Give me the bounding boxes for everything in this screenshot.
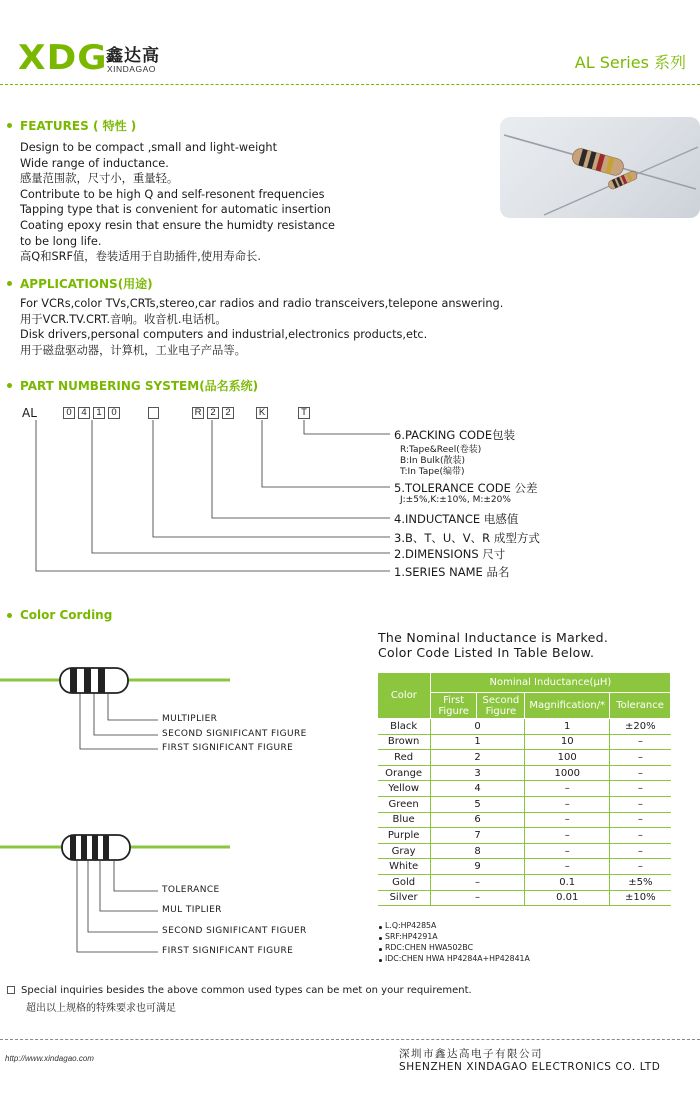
magnification-cell: 100 (525, 750, 610, 766)
table-header-nominal: Nominal Inductance(μH) (430, 673, 670, 693)
tolerance-cell: ±20% (610, 719, 671, 735)
special-inquiries-cn: 超出以上规格的特殊要求也可满足 (26, 1003, 176, 1014)
pn-sub-packing-r: R:Tape&Reel(卷装) (400, 445, 482, 455)
tolerance-cell: – (610, 859, 671, 875)
tolerance-cell: – (610, 828, 671, 844)
footer-divider (0, 1039, 700, 1040)
diagram1-label-multiplier: MULTIPLIER (162, 714, 218, 724)
magnification-cell: – (525, 781, 610, 797)
digit-cell: – (430, 890, 525, 906)
table-header-second-figure: Second Figure (477, 693, 525, 719)
pn-label-packing: 6.PACKING CODE包装 (394, 428, 516, 442)
color-cell: Orange (378, 765, 431, 781)
magnification-cell: 1 (525, 719, 610, 735)
tolerance-cell: – (610, 750, 671, 766)
color-cell: Brown (378, 734, 431, 750)
diagram2-label-multiplier: MUL TIPLIER (162, 905, 222, 915)
features-line: Contribute to be high Q and self-resonent frequencies (20, 187, 325, 201)
digit-cell: 3 (430, 765, 525, 781)
footer-website-link[interactable]: http://www.xindagao.com (5, 1054, 94, 1063)
pn-packing-box: T (298, 407, 310, 419)
tolerance-cell: – (610, 796, 671, 812)
features-line: Design to be compact ,small and light-weight (20, 141, 278, 154)
pn-label-dimensions: 2.DIMENSIONS 尺寸 (394, 547, 506, 561)
digit-cell: 2 (430, 750, 525, 766)
table-row (378, 765, 671, 781)
magnification-cell: – (525, 828, 610, 844)
table-row (378, 843, 671, 859)
pn-label-type: 3.B、T、U、V、R 成型方式 (394, 531, 540, 545)
table-header-tolerance: Tolerance (610, 693, 671, 719)
color-cell: Blue (378, 812, 431, 828)
applications-line: 用于磁盘驱动器，计算机，工业电子产品等。 (20, 343, 246, 357)
features-line: 高Q和SRF值，卷装适用于自助插件,使用寿命长. (20, 250, 261, 264)
special-inquiries-line: Special inquiries besides the above common used types can be met on your requirement. (21, 985, 472, 996)
pn-dimension-digit: 0 (63, 407, 75, 419)
logo-chinese-name: 鑫达高 (106, 46, 160, 66)
diagram2-label-first: FIRST SIGNIFICANT FIGURE (162, 946, 294, 956)
part-numbering-title: PART NUMBERING SYSTEM(品名系统) (20, 379, 259, 393)
magnification-cell: 0.1 (525, 874, 610, 890)
table-row (378, 719, 671, 735)
color-cell: Yellow (378, 781, 431, 797)
color-cording-title: Color Cording (20, 608, 113, 622)
color-band-diagrams (0, 650, 370, 970)
digit-cell: 6 (430, 812, 525, 828)
test-note: L.Q:HP4285A (385, 921, 437, 930)
logo-mark: XDG (18, 38, 108, 78)
digit-cell: 1 (430, 734, 525, 750)
pn-label-series: 1.SERIES NAME 品名 (394, 565, 510, 579)
color-cell: Green (378, 796, 431, 812)
features-title: FEATURES ( 特性 ) (20, 119, 137, 133)
tolerance-cell: – (610, 765, 671, 781)
pn-sub-tolerance: J:±5%,K:±10%, M:±20% (400, 495, 511, 505)
features-line: Coating epoxy resin that ensure the humidty resistance (20, 218, 336, 232)
pn-label-inductance: 4.INDUCTANCE 电感值 (394, 512, 519, 526)
pn-sub-packing-b: B:In Bulk(散装) (400, 456, 466, 466)
table-row (378, 859, 671, 875)
color-cell: Silver (378, 890, 431, 906)
digit-cell: 9 (430, 859, 525, 875)
tolerance-cell: – (610, 734, 671, 750)
table-row (378, 874, 671, 890)
special-inquiries-text (7, 985, 472, 996)
magnification-cell: – (525, 812, 610, 828)
digit-cell: 5 (430, 796, 525, 812)
magnification-cell: – (525, 859, 610, 875)
magnification-cell: 0.01 (525, 890, 610, 906)
tolerance-cell: – (610, 812, 671, 828)
table-row (378, 734, 671, 750)
test-note: SRF:HP4291A (385, 932, 438, 941)
pn-inductance-digit: 2 (207, 407, 219, 419)
tolerance-cell: – (610, 781, 671, 797)
pn-dimension-digit: 0 (108, 407, 120, 419)
diagram1-label-second: SECOND SIGNIFICANT FIGURE (162, 729, 307, 739)
pn-dimension-digit: 1 (93, 407, 105, 419)
pn-prefix: AL (22, 406, 37, 420)
digit-cell: – (430, 874, 525, 890)
pn-sub-packing-t: T:In Tape(编带) (400, 467, 465, 477)
color-cell: Purple (378, 828, 431, 844)
footer-company-en: SHENZHEN XINDAGAO ELECTRONICS CO. LTD (399, 1061, 661, 1073)
features-line: Wide range of inductance. (20, 156, 169, 170)
magnification-cell: – (525, 796, 610, 812)
pn-dimension-digit: 4 (78, 407, 90, 419)
magnification-cell: 1000 (525, 765, 610, 781)
color-cell: White (378, 859, 431, 875)
applications-title: APPLICATIONS(用途) (20, 277, 153, 291)
table-header-magnification: Magnification/* (525, 693, 610, 719)
applications-line: Disk drivers,personal computers and industrial,electronics products,etc. (20, 328, 428, 342)
nominal-heading-line: The Nominal Inductance is Marked. (378, 630, 609, 645)
table-row (378, 828, 671, 844)
magnification-cell: 10 (525, 734, 610, 750)
features-line: 感量范围款，尺寸小，重量轻。 (20, 172, 179, 186)
digit-cell: 7 (430, 828, 525, 844)
color-cell: Black (378, 719, 431, 735)
table-header-color: Color (378, 673, 431, 719)
color-cording-heading (7, 608, 112, 622)
table-row (378, 781, 671, 797)
diagram2-label-tolerance: TOLERANCE (162, 885, 220, 895)
digit-cell: 4 (430, 781, 525, 797)
pn-tolerance-box: K (256, 407, 268, 419)
nominal-inductance-heading (378, 630, 608, 660)
series-title: AL Series 系列 (574, 53, 686, 72)
color-cell: Gray (378, 843, 431, 859)
color-cell: Gold (378, 874, 431, 890)
color-code-table (377, 672, 671, 906)
pn-label-tolerance: 5.TOLERANCE CODE 公差 (394, 481, 538, 495)
applications-line: For VCRs,color TVs,CRTs,stereo,car radios and radio transceivers,telepone answering. (20, 297, 504, 310)
table-header-first-figure: First Figure (430, 693, 477, 719)
diagram1-label-first: FIRST SIGNIFICANT FIGURE (162, 743, 294, 753)
bullet-icon (7, 613, 12, 618)
digit-cell: 8 (430, 843, 525, 859)
table-row (378, 812, 671, 828)
pn-inductance-digit: R (192, 407, 204, 419)
digit-cell: 0 (430, 719, 525, 735)
table-row (378, 750, 671, 766)
table-row (378, 890, 671, 906)
features-line: Tapping type that is convenient for automatic insertion (20, 203, 331, 217)
test-note: IDC:CHEN HWA HP4284A+HP42841A (385, 954, 530, 963)
test-note: RDC:CHEN HWA502BC (385, 943, 474, 952)
color-cell: Red (378, 750, 431, 766)
tolerance-cell: ±10% (610, 890, 671, 906)
tolerance-cell: ±5% (610, 874, 671, 890)
applications-line: 用于VCR.TV.CRT.音响。收音机.电话机。 (20, 312, 227, 326)
pn-inductance-digit: 2 (222, 407, 234, 419)
logo-english-name: XINDAGAO (107, 64, 156, 74)
table-row (378, 796, 671, 812)
diagram2-label-second: SECOND SIGNIFICANT FIGUER (162, 926, 307, 936)
magnification-cell: – (525, 843, 610, 859)
tolerance-cell: – (610, 843, 671, 859)
footer-company-cn: 深圳市鑫达高电子有限公司 (399, 1048, 543, 1060)
nominal-heading-line: Color Code Listed In Table Below. (378, 645, 595, 660)
features-line: to be long life. (20, 234, 102, 248)
